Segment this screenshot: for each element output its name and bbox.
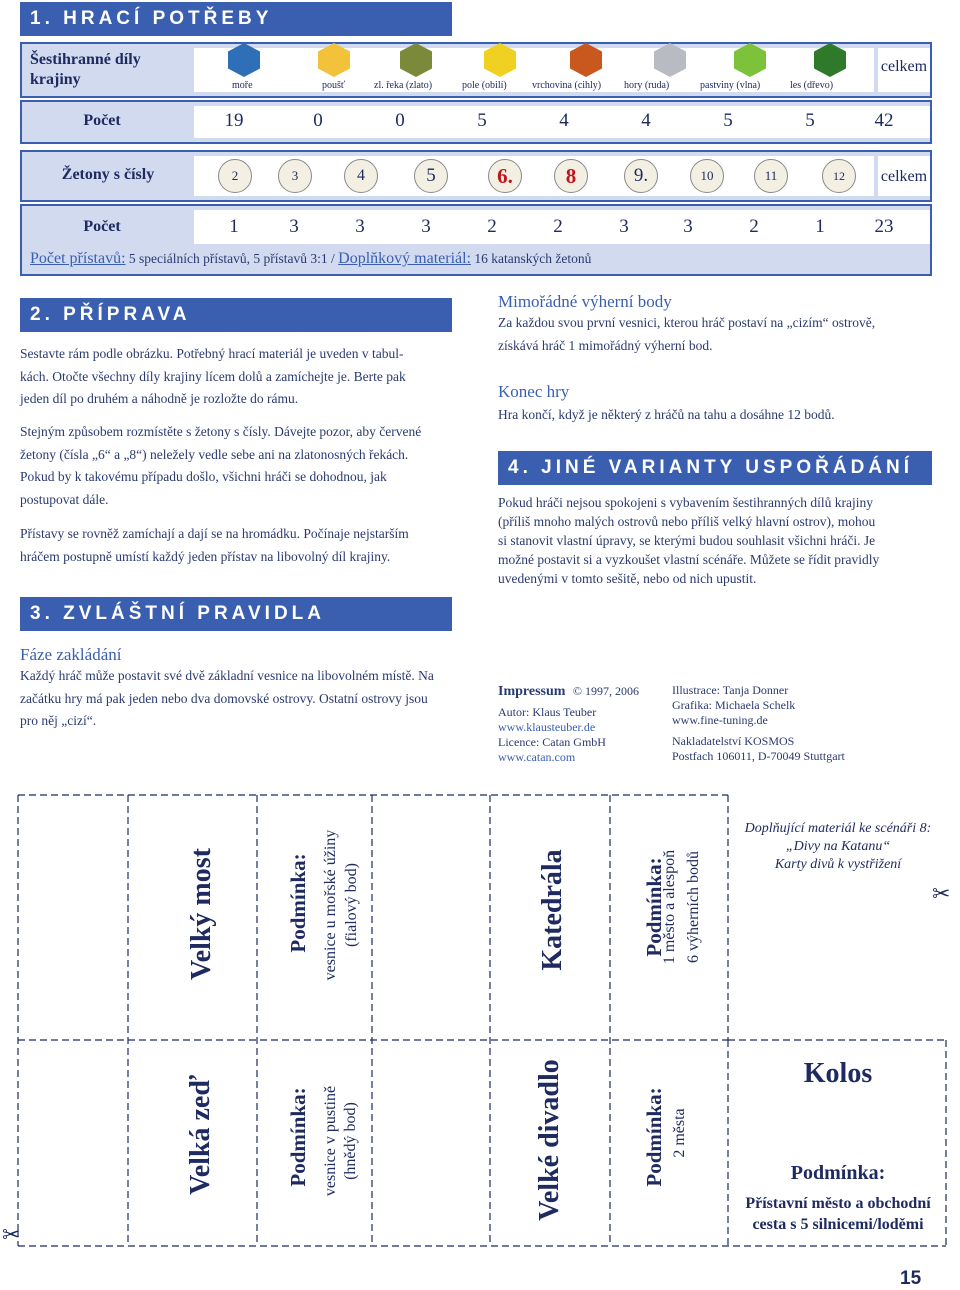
condition-text — [732, 1193, 944, 1235]
text-line: postupovat dále. — [20, 491, 109, 507]
tile-label-0: moře — [232, 80, 253, 91]
tile-count-value: 5 — [805, 110, 815, 131]
note-line: Karty divů k vystřižení — [774, 857, 902, 872]
condition-text: vesnice v pustině — [322, 1085, 339, 1197]
text-line: možné postavit si a vyzkoušet vlastní scénáře. Můžete se řídit pravidly — [498, 552, 880, 567]
wonder-name-colossus: Kolos — [803, 1058, 873, 1089]
author-website-link[interactable]: www.klausteuber.de — [498, 720, 596, 734]
text-line: Stejným způsobem rozmístěte s žetony s čísly. Dávejte pozor, aby červené — [20, 424, 422, 439]
wonder-name-great-bridge: Velký most — [186, 848, 217, 980]
page-number: 15 — [900, 1268, 922, 1289]
tile-count-value: 4 — [559, 110, 569, 131]
text-line: (příliš mnoho malých ostrovů nebo příliš velký hlavní ostrov), mohou — [498, 514, 876, 529]
supplement-note — [734, 820, 942, 874]
text-line: získává hráč 1 mimořádný výherní bod. — [498, 337, 713, 353]
condition-label: Podmínka: — [286, 1087, 310, 1187]
tile-count-value: 5 — [477, 110, 487, 131]
token-count-value: 2 — [487, 216, 497, 237]
tile-label-7: les (dřevo) — [790, 80, 834, 91]
token-count-value: 3 — [683, 216, 693, 237]
number-token: 11 — [754, 159, 788, 193]
tile-label-3: pole (obilí) — [462, 80, 507, 91]
tile-count-total: 42 — [874, 110, 894, 131]
tiles-row-label: Šestihranné díly krajiny — [30, 51, 141, 88]
graphics-website-link[interactable]: www.fine-tuning.de — [672, 713, 768, 727]
condition-label: Podmínka: — [790, 1162, 886, 1184]
tile-label-6: pastviny (vlna) — [700, 80, 761, 91]
token-count-value: 3 — [619, 216, 629, 237]
impressum-publisher: Nakladatelství KOSMOS — [672, 734, 795, 748]
token-count-value: 2 — [553, 216, 563, 237]
text-line: uvedenými v tomto sešitě, nebo od nich upustit. — [498, 571, 757, 586]
section-3-header: 3. ZVLÁŠTNÍ PRAVIDLA — [20, 597, 452, 631]
number-token: 5 — [414, 159, 448, 193]
condition-text: vesnice u mořské úžiny — [322, 829, 339, 981]
tile-count-value: 19 — [224, 110, 244, 131]
extra-material-text: 16 katanských žetonů — [474, 251, 592, 266]
tile-count-label: Počet — [83, 112, 121, 129]
number-token: 2 — [218, 159, 252, 193]
tokens-total-label: celkem — [880, 168, 928, 185]
impressum-author: Autor: Klaus Teuber — [498, 705, 597, 719]
token-count-value: 1 — [815, 216, 825, 237]
condition-text: (fialový bod) — [343, 863, 360, 947]
token-count-value: 3 — [289, 216, 299, 237]
text-line: Přístavy se rovněž zamíchají a dají se na hromádku. Počínaje nejstarším — [20, 526, 409, 541]
text-line: kách. Otočte všechny díly krajiny lícem dolů a zamíchejte je. Berte pak — [20, 368, 406, 384]
condition-text: 6 výherních bodů — [685, 851, 702, 963]
token-count-value: 2 — [749, 216, 759, 237]
impressum-title: Impressum — [498, 684, 566, 699]
token-count-total: 23 — [874, 216, 894, 237]
text-line: hráčem postupně umístí každý jeden přístav na libovolný díl krajiny. — [20, 548, 391, 564]
impressum-address: Postfach 106011, D-70049 Stuttgart — [672, 749, 845, 763]
condition-label: Podmínka: — [286, 853, 310, 953]
condition-text: 1 město a alespoň — [661, 849, 678, 965]
section-1-header: 1. HRACÍ POTŘEBY — [20, 2, 452, 36]
token-count-value: 1 — [229, 216, 239, 237]
wonder-name-great-theatre: Velké divadlo — [534, 1059, 565, 1221]
number-token: 3 — [278, 159, 312, 193]
number-token-red: 6. — [488, 159, 522, 193]
text-line: Za každou svou první vesnici, kterou hráč postaví na „cizím“ ostrově, — [498, 315, 876, 330]
text-line: Pokud hráči nejsou spokojeni s vybavením šestihranných dílů krajiny — [498, 495, 873, 510]
tile-label-5: hory (ruda) — [624, 80, 670, 91]
impressum-graphics: Grafika: Michaela Schelk — [672, 698, 796, 712]
text-line: Pokud by k takovému případu došlo, všichni hráči se dohodnou, jak — [20, 469, 387, 484]
section-4-header: 4. JINÉ VARIANTY USPOŘÁDÁNÍ — [498, 451, 932, 485]
harbor-text: 5 speciálních přístavů, 5 přístavů 3:1 / — [128, 251, 335, 266]
tile-label-2: zl. řeka (zlato) — [374, 80, 433, 91]
game-end-heading: Konec hry — [498, 382, 570, 401]
harbor-label: Počet přístavů: — [30, 250, 126, 267]
condition-line: Přístavní město a obchodní — [745, 1195, 931, 1212]
tile-count-value: 5 — [723, 110, 733, 131]
token-count-label: Počet — [83, 218, 121, 235]
tiles-total-label: celkem — [880, 58, 928, 75]
number-token: 9. — [624, 159, 658, 193]
impressum-year: © 1997, 2006 — [572, 684, 640, 698]
condition-line: cesta s 5 silnicemi/loděmi — [752, 1216, 924, 1233]
text-line: jeden díl po druhém a náhodně je rozložte do rámu. — [20, 391, 299, 406]
impressum-licence: Licence: Catan GmbH — [498, 735, 606, 749]
text-line: Sestavte rám podle obrázku. Potřebný hrací materiál je uveden v tabul- — [20, 346, 404, 361]
setup-phase-heading: Fáze zakládání — [20, 645, 122, 664]
number-token-red: 8 — [554, 159, 588, 193]
token-count-value: 3 — [421, 216, 431, 237]
condition-text: 2 města — [671, 1108, 688, 1158]
condition-text: (hnědý bod) — [342, 1102, 359, 1180]
condition-label: Podmínka: — [642, 1087, 666, 1187]
text-line: pro něj „cizí“. — [20, 713, 97, 728]
wonder-name-cathedral: Katedrála — [537, 849, 568, 971]
victory-points-heading: Mimořádné výherní body — [498, 292, 672, 311]
catan-website-link[interactable]: www.catan.com — [498, 750, 576, 764]
game-end-text: Hra končí, když je některý z hráčů na tahu a dosáhne 12 bodů. — [498, 407, 835, 422]
section-2-header: 2. PŘÍPRAVA — [20, 298, 452, 332]
text-line: si stanovit vlastní úpravy, se kterými budou souhlasit všichni hráči. Je — [498, 533, 876, 548]
tile-count-value: 4 — [641, 110, 651, 131]
number-token: 12 — [822, 159, 856, 193]
tile-count-value: 0 — [395, 110, 405, 131]
tokens-row-label: Žetony s čísly — [61, 166, 155, 183]
condition-label: Podmínka: — [642, 857, 666, 957]
impressum-illustrator: Illustrace: Tanja Donner — [672, 683, 789, 697]
tile-label-4: vrchovina (cihly) — [532, 80, 602, 91]
text-line: Každý hráč může postavit své dvě základní vesnice na libovolném místě. Na — [20, 668, 434, 683]
number-token: 10 — [690, 159, 724, 193]
number-token: 4 — [344, 159, 378, 193]
token-count-value: 3 — [355, 216, 365, 237]
scissors-icon: ✂ — [2, 1223, 21, 1248]
tile-count-value: 0 — [313, 110, 323, 131]
text-line: žetony (čísla „6“ a „8“) neležely vedle sebe ani na zlatonosných řekách. — [20, 446, 409, 462]
scissors-icon: ✂ — [932, 882, 951, 907]
text-line: začátku hry má pak jeden nebo dva domovské ostrovy. Ostatní ostrovy jsou — [20, 690, 428, 706]
wonder-name-great-wall: Velká zeď — [185, 1075, 216, 1195]
tile-label-1: poušť — [322, 80, 346, 91]
note-line: „Divy na Katanu“ — [785, 839, 891, 854]
note-line: Doplňující materiál ke scénáři 8: — [744, 821, 932, 836]
extra-material-label: Doplňkový materiál: — [338, 250, 471, 267]
